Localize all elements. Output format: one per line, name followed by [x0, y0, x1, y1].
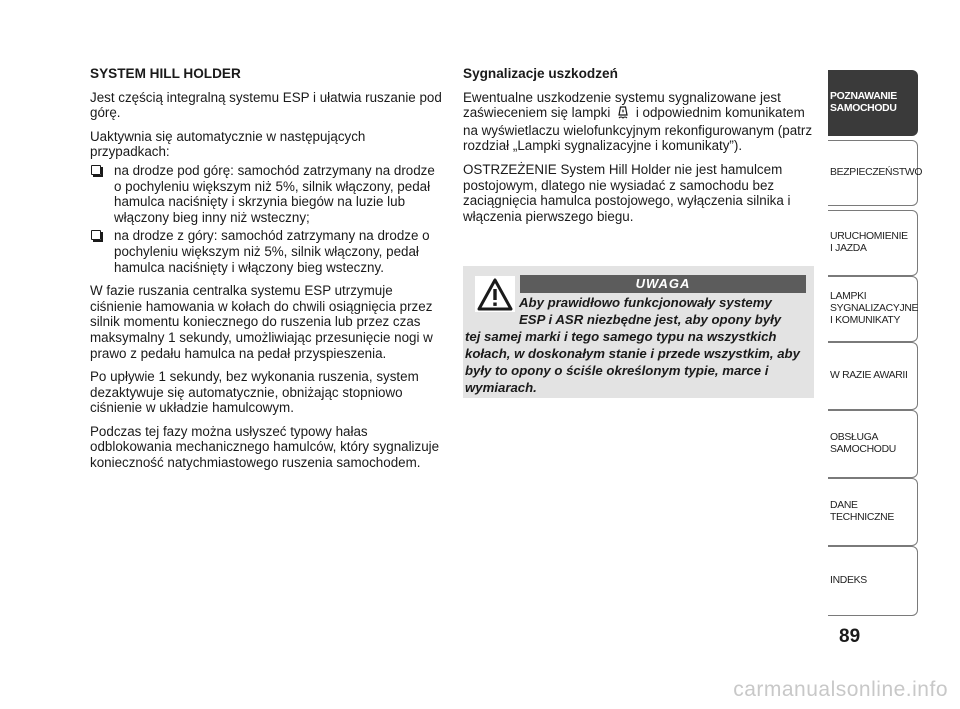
fault-text-start: Ewentualne uszkodzenie systemu sygnalizowane jest zaświeceniem się lampki	[463, 89, 781, 121]
deactivation-paragraph: Po upływie 1 sekundy, bez wykonania ruszenia, system dezaktywuje się automatycznie, obniżając stopniowo ciśnienie w układzie hamulcowym.	[90, 369, 419, 416]
warning-text-rest: tej samej marki i tego samego typu na wszystkich kołach, w doskonałym stanie i przede wszystkim, aby były to opony o ściśle określonym typie, marce i wymiarach.	[465, 329, 800, 395]
intro-paragraph: Jest częścią integralną systemu ESP i ułatwia ruszanie pod górę.	[90, 89, 442, 121]
tab-obsluga-samochodu[interactable]: OBSŁUGA SAMOCHODU	[828, 410, 918, 478]
checkbox-bullet-icon	[91, 165, 101, 175]
tab-uruchomienie-i-jazda[interactable]: URUCHOMIENIE I JAZDA	[828, 210, 918, 276]
activation-list	[90, 163, 442, 275]
list-item-text: na drodze z góry: samochód zatrzymany na drodze o pochyleniu większym niż 5%, silnik włączony, pedał hamulca naciśnięty i włączony bieg wsteczny.	[114, 228, 430, 275]
start-phase-paragraph: W fazie ruszania centralka systemu ESP utrzymuje ciśnienie hamowania w kołach do chwili osiągnięcia przez silnik momentu koniecznego do ruszenia lub przez czas maksymalny 1 sekundy, umożliwiając przesunięcie nogi w prawo z pedału hamulca na pedał przyspieszenia.	[90, 283, 433, 361]
tab-poznawanie-samochodu[interactable]: POZNAWANIE SAMOCHODU	[828, 70, 918, 136]
warning-text-line2: ESP i ASR niezbędne jest, aby opony były	[519, 312, 782, 327]
warning-text	[465, 294, 805, 396]
right-column	[463, 66, 815, 232]
warning-text-line1: Aby prawidłowo funkcjonowały systemy	[519, 295, 772, 310]
tab-w-razie-awarii[interactable]: W RAZIE AWARII	[828, 342, 918, 410]
list-item	[90, 163, 442, 225]
fault-text-end: i odpowiednim komunikatem na wyświetlaczu wielofunkcyjnym rekonfigurowanym (patrz rozdział „Lampki sygnalizacyjne i komunikaty”).	[463, 105, 813, 154]
tab-dane-techniczne[interactable]: DANE TECHNICZNE	[828, 478, 918, 546]
tab-bezpieczenstwo[interactable]: BEZPIECZEŃSTWO	[828, 140, 918, 206]
list-item-text: na drodze pod górę: samochód zatrzymany na drodze o pochyleniu większym niż 5%, silnik włączony, pedał hamulca naciśnięty i skrzynia biegów na luzie lub włączony bieg inny niż wsteczny;	[114, 162, 435, 225]
section-heading-hill-holder: SYSTEM HILL HOLDER	[90, 66, 241, 81]
section-heading-faults: Sygnalizacje uszkodzeń	[463, 66, 618, 81]
tab-indeks[interactable]: INDEKS	[828, 546, 918, 616]
activation-paragraph: Uaktywnia się automatycznie w następujących przypadkach:	[90, 128, 366, 160]
warning-title: UWAGA	[520, 275, 806, 293]
fault-paragraph	[463, 90, 815, 154]
page-number: 89	[839, 626, 861, 647]
esp-warning-lamp-icon	[616, 105, 630, 123]
tab-lampki-sygnalizacyjne[interactable]: LAMPKI SYGNALIZACYJNE I KOMUNIKATY	[828, 276, 918, 342]
left-column	[90, 66, 442, 479]
warning-box	[463, 266, 814, 398]
list-item	[90, 228, 442, 275]
noise-paragraph: Podczas tej fazy można usłyszeć typowy hałas odblokowania mechanicznego hamulców, który sygnalizuje konieczność natychmiastowego ruszenia samochodem.	[90, 423, 440, 471]
caution-paragraph: OSTRZEŻENIE System Hill Holder nie jest hamulcem postojowym, dlatego nie wysiadać z samochodu bez zaciągnięcia hamulca postojowego, wyłączenia silnika i włączenia pierwszego biegu.	[463, 161, 791, 224]
watermark: carmanualsonline.info	[733, 678, 948, 701]
checkbox-bullet-icon	[91, 230, 101, 240]
